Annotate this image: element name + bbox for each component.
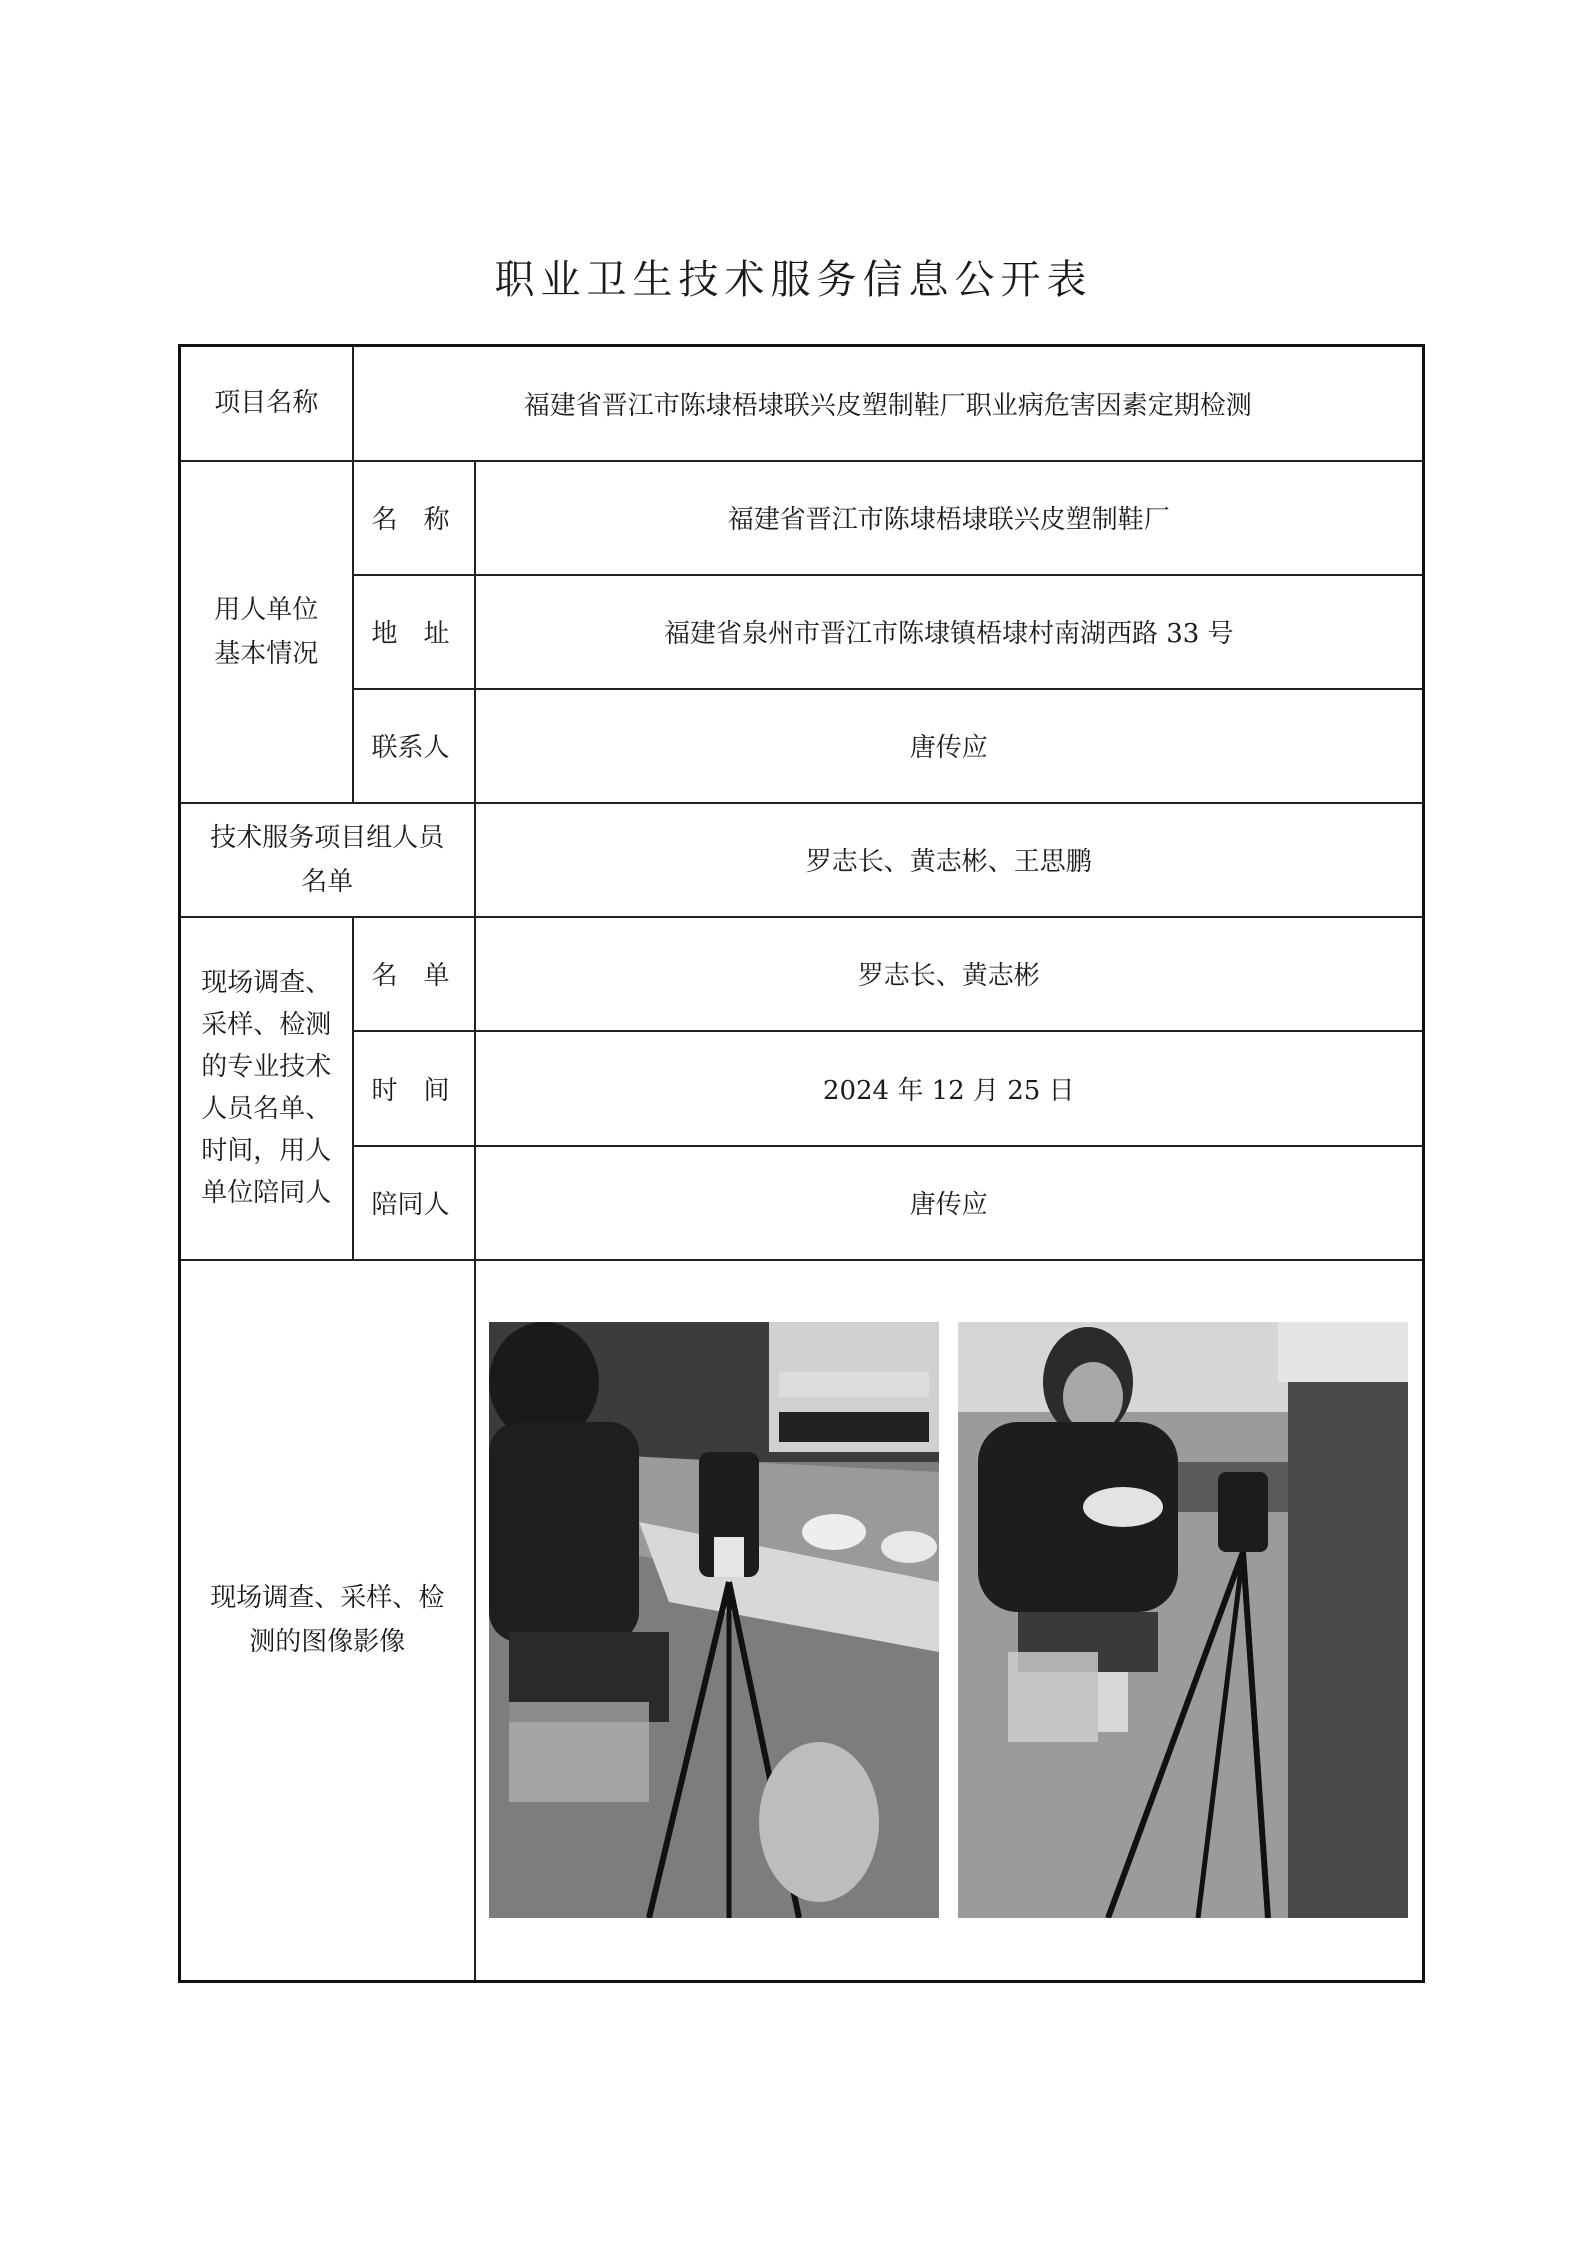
survey-label-line: 的专业技术 [201,1052,332,1082]
employer-address-label: 地 址 [353,575,475,689]
row-employer-name [180,461,1424,575]
survey-label-line: 单位陪同人 [201,1178,332,1208]
survey-escort-label: 陪同人 [353,1146,475,1260]
survey-time-value: 2024 年 12 月 25 日 [475,1031,1424,1146]
survey-escort-value: 唐传应 [475,1146,1424,1260]
survey-label-line: 人员名单、 [201,1094,332,1124]
employer-section-label [180,461,353,803]
team-label-line2: 名单 [301,866,354,897]
row-survey-time [180,1031,1424,1146]
images-label-line1: 现场调查、采样、检 [210,1583,445,1614]
team-value: 罗志长、黄志彬、王思鹏 [475,803,1424,917]
images-label [180,1260,475,1982]
employer-label-line1: 用人单位 [214,594,319,625]
employer-label-line2: 基本情况 [214,638,319,669]
info-table [178,344,1425,1983]
employer-name-value: 福建省晋江市陈埭梧埭联兴皮塑制鞋厂 [475,461,1424,575]
row-project [180,346,1424,461]
photo-row [476,1322,1423,1918]
employer-contact-label: 联系人 [353,689,475,803]
images-cell [475,1260,1424,1982]
project-name-value: 福建省晋江市陈埭梧埭联兴皮塑制鞋厂职业病危害因素定期检测 [353,346,1424,461]
employer-name-label: 名 称 [353,461,475,575]
site-photo-1 [489,1322,939,1918]
survey-names-label: 名 单 [353,917,475,1031]
team-label-line1: 技术服务项目组人员 [210,822,445,853]
row-employer-contact [180,689,1424,803]
survey-time-label: 时 间 [353,1031,475,1146]
row-survey-names [180,917,1424,1031]
team-label [180,803,475,917]
employer-address-value: 福建省泉州市晋江市陈埭镇梧埭村南湖西路 33 号 [475,575,1424,689]
project-name-label: 项目名称 [180,346,353,461]
site-photo-2 [958,1322,1408,1918]
page-title: 职业卫生技术服务信息公开表 [494,257,1093,303]
images-label-line2: 测的图像影像 [249,1627,406,1658]
survey-names-value: 罗志长、黄志彬 [475,917,1424,1031]
survey-label-line: 现场调查、 [201,968,332,998]
photo-2-illustration [958,1322,1408,1918]
row-survey-escort [180,1146,1424,1260]
row-team [180,803,1424,917]
row-employer-address [180,575,1424,689]
row-images [180,1260,1424,1982]
survey-label-line: 时间，用人 [201,1136,332,1166]
employer-contact-value: 唐传应 [475,689,1424,803]
survey-section-label [180,917,353,1260]
photo-1-illustration [489,1322,939,1918]
survey-label-line: 采样、检测 [201,1010,332,1040]
